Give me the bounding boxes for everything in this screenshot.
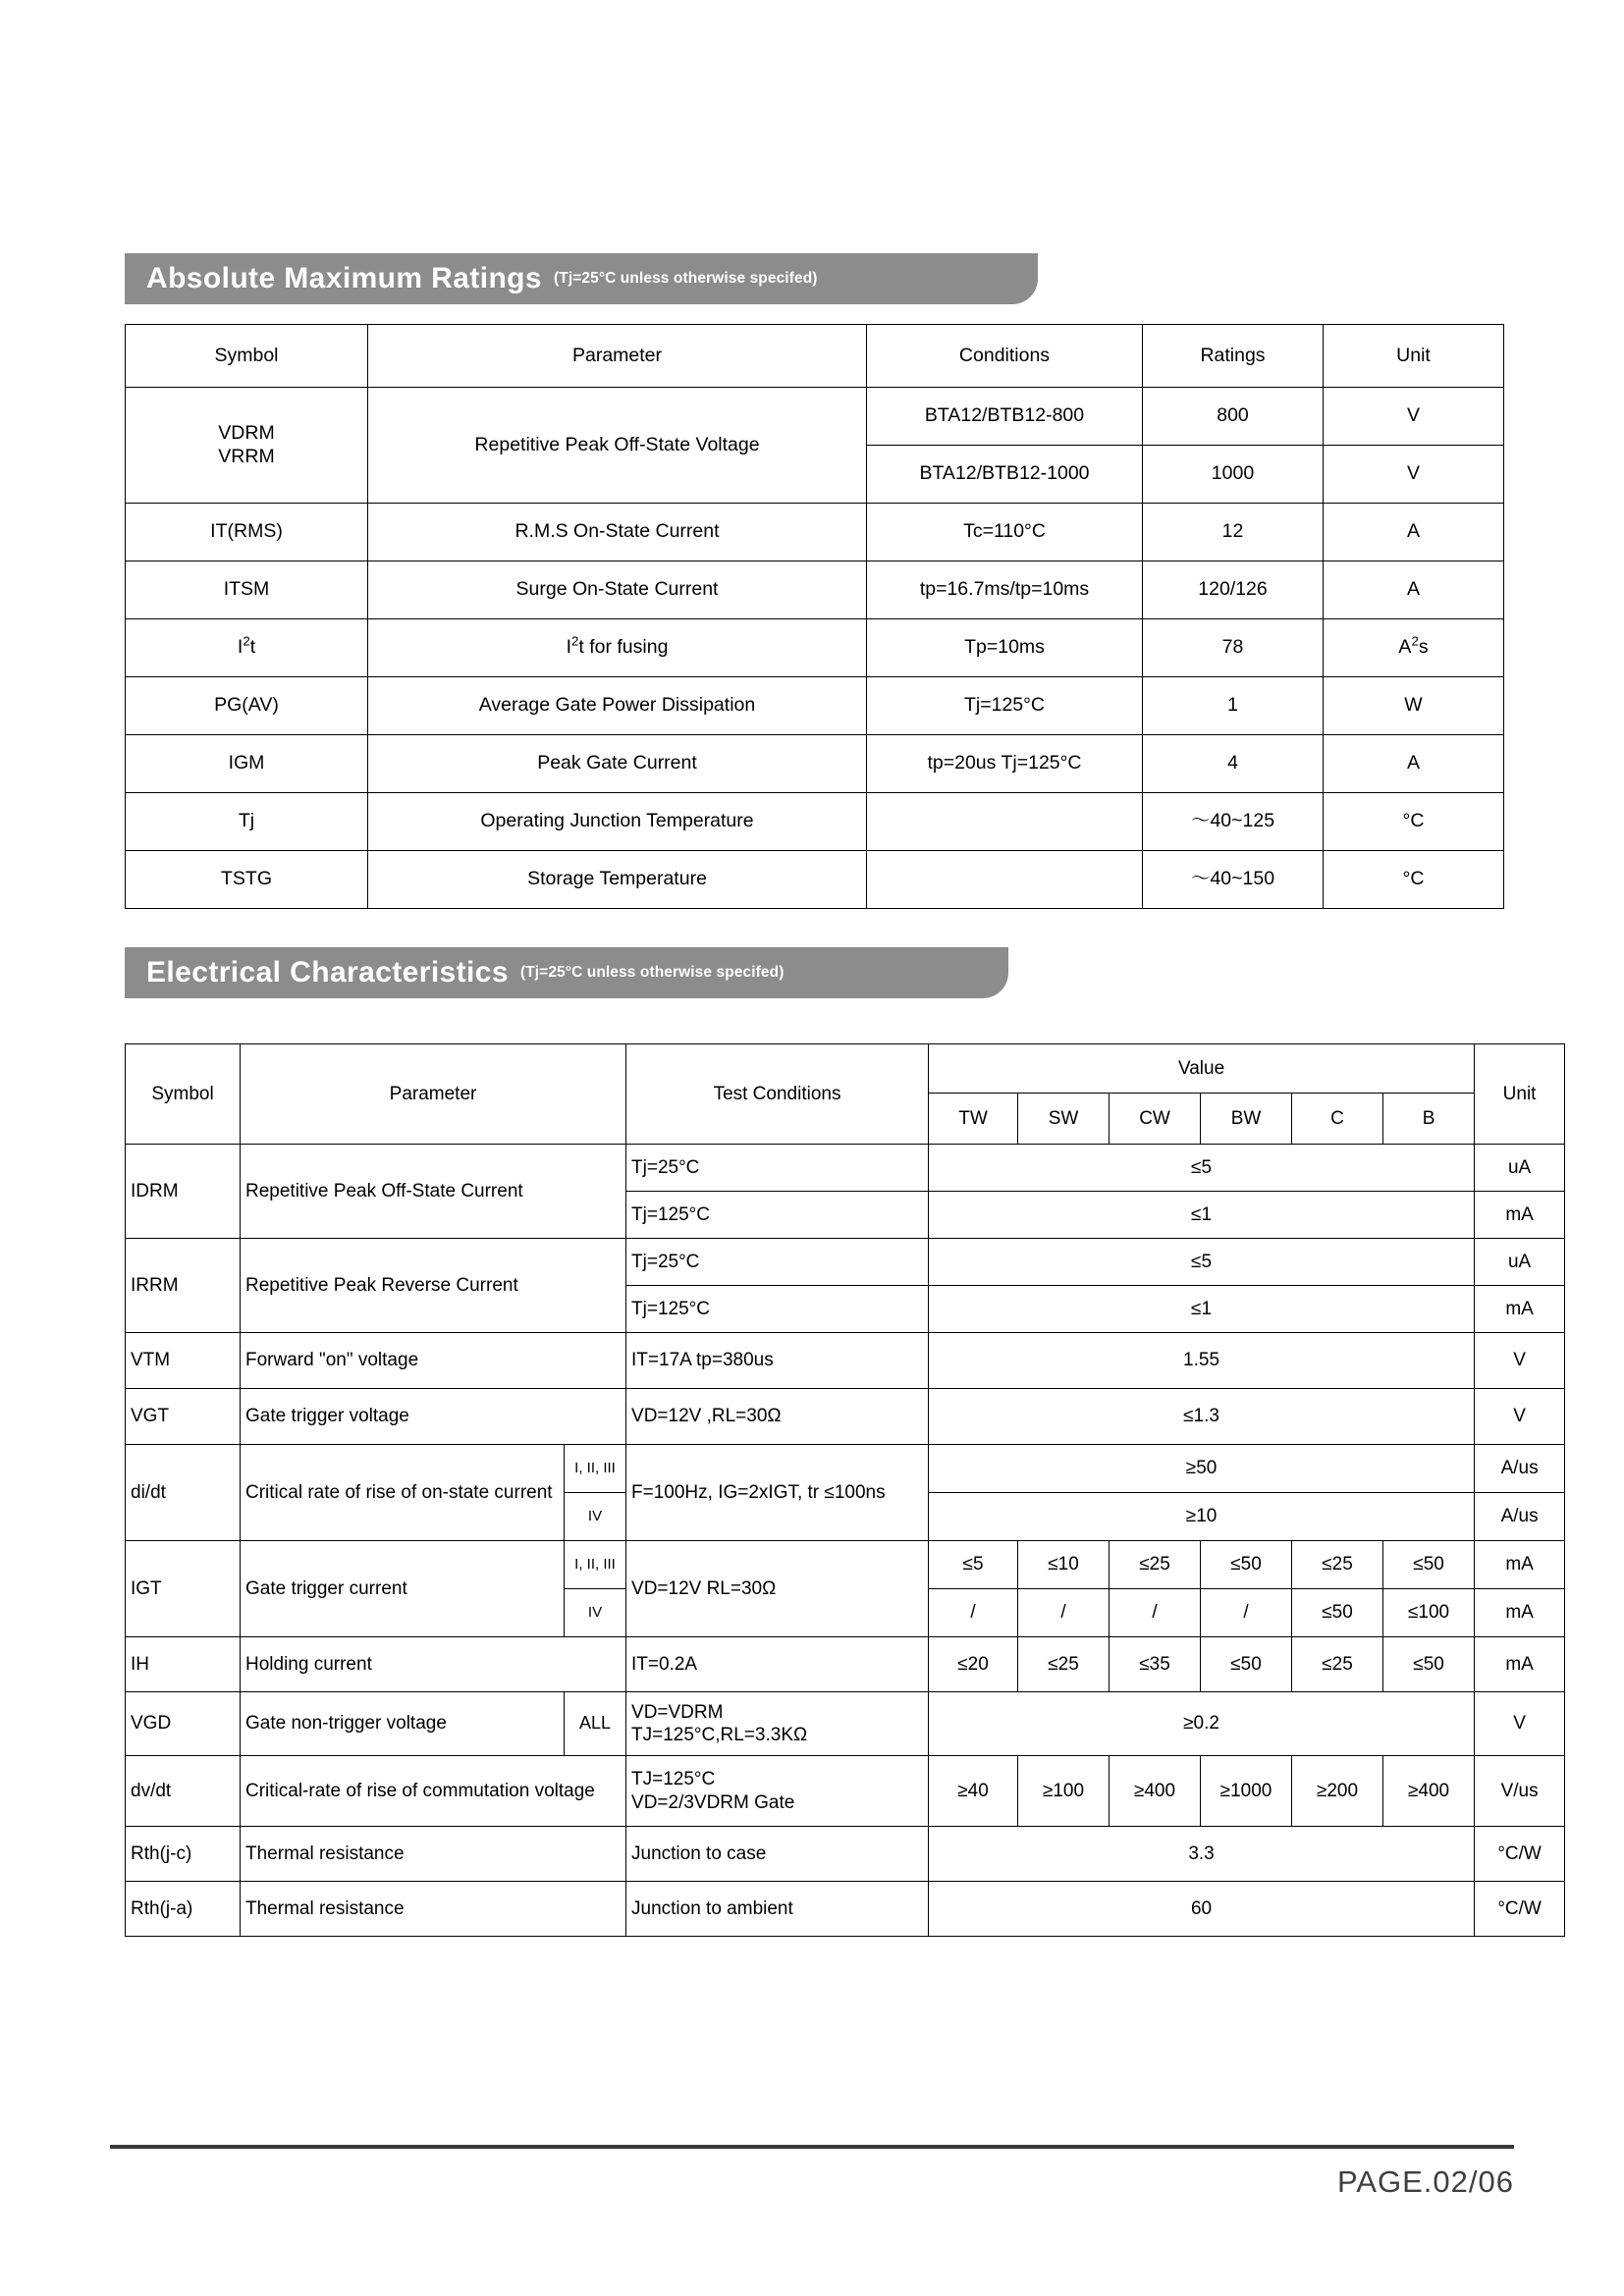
- column-header-symbol: Symbol: [126, 325, 368, 388]
- cell-ratings: 4: [1143, 735, 1324, 793]
- column-header-value-cw: CW: [1110, 1094, 1201, 1145]
- cell-parameter: Forward "on" voltage: [241, 1333, 626, 1389]
- cell-symbol: Tj: [126, 793, 368, 851]
- table-row: [126, 1239, 1565, 1286]
- cell-grade: I, II, III: [565, 1541, 626, 1589]
- cell-unit: V: [1475, 1692, 1565, 1756]
- table-row: [126, 1882, 1565, 1937]
- cell-value-span: ≤1.3: [929, 1389, 1475, 1445]
- cell-unit: mA: [1475, 1637, 1565, 1692]
- cell-conditions: Tp=10ms: [867, 619, 1143, 677]
- cell-symbol: IH: [126, 1637, 241, 1692]
- test-conditions-line-2: VD=2/3VDRM Gate: [631, 1791, 795, 1813]
- cell-test-conditions: Junction to ambient: [626, 1882, 929, 1937]
- cell-value-span: ≥0.2: [929, 1692, 1475, 1756]
- cell-value-span: ≥10: [929, 1493, 1475, 1541]
- section-banner-electrical-characteristics: [125, 947, 1008, 998]
- cell-value-sw: ≤25: [1018, 1637, 1110, 1692]
- cell-value-sw: ≥100: [1018, 1756, 1110, 1827]
- cell-symbol: IGM: [126, 735, 368, 793]
- cell-parameter: Repetitive Peak Off-State Current: [241, 1145, 626, 1239]
- cell-test-conditions: Tj=25°C: [626, 1145, 929, 1192]
- cell-value-tw: ≤5: [929, 1541, 1018, 1589]
- cell-unit: V/us: [1475, 1756, 1565, 1827]
- cell-ratings: 800: [1143, 388, 1324, 446]
- cell-unit: $A^2s$: [1324, 619, 1504, 677]
- table-row: [126, 677, 1504, 735]
- test-conditions-line-1: TJ=125°C: [631, 1769, 716, 1790]
- cell-unit: mA: [1475, 1541, 1565, 1589]
- cell-ratings: 〜40~150: [1143, 851, 1324, 909]
- cell-value-span: ≤5: [929, 1239, 1475, 1286]
- cell-value-span: ≤1: [929, 1192, 1475, 1239]
- cell-ratings: 1: [1143, 677, 1324, 735]
- cell-test-conditions: Tj=125°C: [626, 1192, 929, 1239]
- column-header-symbol: Symbol: [126, 1044, 241, 1145]
- column-header-value-sw: SW: [1018, 1094, 1110, 1145]
- cell-unit: °C/W: [1475, 1827, 1565, 1882]
- table-row: [126, 851, 1504, 909]
- table-row: [126, 1445, 1565, 1493]
- table-row: [126, 1756, 1565, 1827]
- column-header-conditions: Conditions: [867, 325, 1143, 388]
- cell-grade: IV: [565, 1493, 626, 1541]
- cell-parameter: Gate trigger current: [241, 1541, 565, 1637]
- table-row: [126, 388, 1504, 446]
- cell-test-conditions: VD=12V ,RL=30Ω: [626, 1389, 929, 1445]
- section-title: Electrical Characteristics: [146, 956, 509, 988]
- cell-value-cw: /: [1110, 1589, 1201, 1637]
- symbol-line-2: VRRM: [218, 445, 275, 467]
- cell-symbol: dv/dt: [126, 1756, 241, 1827]
- cell-parameter: Critical rate of rise of on-state current: [241, 1445, 565, 1541]
- table-row: [126, 735, 1504, 793]
- cell-symbol: IRRM: [126, 1239, 241, 1333]
- cell-parameter: Gate trigger voltage: [241, 1389, 626, 1445]
- cell-grade: I, II, III: [565, 1445, 626, 1493]
- cell-value-sw: ≤10: [1018, 1541, 1110, 1589]
- cell-unit: mA: [1475, 1192, 1565, 1239]
- cell-parameter: Peak Gate Current: [368, 735, 867, 793]
- table-row: [126, 619, 1504, 677]
- section-subtitle: (Tj=25°C unless otherwise specifed): [519, 964, 785, 981]
- cell-symbol: Rth(j-a): [126, 1882, 241, 1937]
- cell-symbol: Rth(j-c): [126, 1827, 241, 1882]
- cell-parameter: Average Gate Power Dissipation: [368, 677, 867, 735]
- absolute-maximum-ratings-table: [125, 324, 1504, 909]
- cell-unit: A/us: [1475, 1493, 1565, 1541]
- cell-conditions: tp=20us Tj=125°C: [867, 735, 1143, 793]
- section-banner-absolute-maximum-ratings: [125, 253, 1038, 304]
- cell-test-conditions: Junction to case: [626, 1827, 929, 1882]
- cell-conditions: [867, 851, 1143, 909]
- cell-unit: A: [1324, 504, 1504, 561]
- cell-symbol: PG(AV): [126, 677, 368, 735]
- cell-ratings: 120/126: [1143, 561, 1324, 619]
- footer-divider: [110, 2145, 1514, 2149]
- cell-unit: V: [1324, 446, 1504, 504]
- cell-symbol: [126, 388, 368, 504]
- cell-value-c: ≤25: [1292, 1541, 1383, 1589]
- cell-value-tw: ≤20: [929, 1637, 1018, 1692]
- cell-value-span: ≤1: [929, 1286, 1475, 1333]
- cell-parameter: Surge On-State Current: [368, 561, 867, 619]
- section-title: Absolute Maximum Ratings: [146, 262, 542, 294]
- column-header-unit: Unit: [1475, 1044, 1565, 1145]
- cell-value-tw: /: [929, 1589, 1018, 1637]
- cell-test-conditions: Tj=125°C: [626, 1286, 929, 1333]
- table-row: [126, 1389, 1565, 1445]
- cell-value-tw: ≥40: [929, 1756, 1018, 1827]
- column-header-value-b: B: [1383, 1094, 1475, 1145]
- cell-conditions: Tj=125°C: [867, 677, 1143, 735]
- table-row: [126, 1692, 1565, 1756]
- cell-value-c: ≥200: [1292, 1756, 1383, 1827]
- cell-test-conditions: VD=12V RL=30Ω: [626, 1541, 929, 1637]
- cell-unit: uA: [1475, 1239, 1565, 1286]
- cell-value-bw: ≤50: [1201, 1541, 1292, 1589]
- cell-value-cw: ≥400: [1110, 1756, 1201, 1827]
- cell-value-bw: /: [1201, 1589, 1292, 1637]
- cell-value-c: ≤50: [1292, 1589, 1383, 1637]
- cell-value-b: ≤100: [1383, 1589, 1475, 1637]
- cell-value-span: ≥50: [929, 1445, 1475, 1493]
- cell-value-span: ≤5: [929, 1145, 1475, 1192]
- column-header-ratings: Ratings: [1143, 325, 1324, 388]
- cell-unit: V: [1475, 1333, 1565, 1389]
- column-header-unit: Unit: [1324, 325, 1504, 388]
- column-header-value-c: C: [1292, 1094, 1383, 1145]
- cell-symbol: VGD: [126, 1692, 241, 1756]
- cell-test-conditions: F=100Hz, IG=2xIGT, tr ≤100ns: [626, 1445, 929, 1541]
- cell-parameter: Critical-rate of rise of commutation voltage: [241, 1756, 626, 1827]
- cell-parameter: Thermal resistance: [241, 1827, 626, 1882]
- cell-unit: V: [1324, 388, 1504, 446]
- cell-parameter: Gate non-trigger voltage: [241, 1692, 565, 1756]
- cell-parameter: $I^2t$ for fusing: [368, 619, 867, 677]
- cell-parameter: Storage Temperature: [368, 851, 867, 909]
- cell-parameter: R.M.S On-State Current: [368, 504, 867, 561]
- column-header-parameter: Parameter: [241, 1044, 626, 1145]
- cell-test-conditions: [626, 1692, 929, 1756]
- cell-conditions: BTA12/BTB12-800: [867, 388, 1143, 446]
- cell-value-cw: ≤25: [1110, 1541, 1201, 1589]
- cell-test-conditions: [626, 1756, 929, 1827]
- cell-unit: °C: [1324, 793, 1504, 851]
- test-conditions-line-1: VD=VDRM: [631, 1701, 724, 1723]
- test-conditions-line-2: TJ=125°C,RL=3.3KΩ: [631, 1725, 808, 1745]
- cell-symbol: IGT: [126, 1541, 241, 1637]
- column-header-value-tw: TW: [929, 1094, 1018, 1145]
- cell-unit: V: [1475, 1389, 1565, 1445]
- cell-unit: mA: [1475, 1286, 1565, 1333]
- cell-grade: ALL: [565, 1692, 626, 1756]
- column-header-value-bw: BW: [1201, 1094, 1292, 1145]
- cell-symbol: $I^2t$: [126, 619, 368, 677]
- cell-ratings: 12: [1143, 504, 1324, 561]
- cell-test-conditions: IT=0.2A: [626, 1637, 929, 1692]
- cell-test-conditions: IT=17A tp=380us: [626, 1333, 929, 1389]
- cell-conditions: Tc=110°C: [867, 504, 1143, 561]
- cell-symbol: VGT: [126, 1389, 241, 1445]
- cell-conditions: BTA12/BTB12-1000: [867, 446, 1143, 504]
- table-row: [126, 1827, 1565, 1882]
- cell-value-span: 3.3: [929, 1827, 1475, 1882]
- cell-parameter: Operating Junction Temperature: [368, 793, 867, 851]
- cell-unit: mA: [1475, 1589, 1565, 1637]
- cell-ratings: 〜40~125: [1143, 793, 1324, 851]
- cell-parameter: Repetitive Peak Off-State Voltage: [368, 388, 867, 504]
- table-row: [126, 561, 1504, 619]
- cell-parameter: Repetitive Peak Reverse Current: [241, 1239, 626, 1333]
- table-row: [126, 1145, 1565, 1192]
- cell-unit: °C/W: [1475, 1882, 1565, 1937]
- cell-value-span: 60: [929, 1882, 1475, 1937]
- cell-value-b: ≤50: [1383, 1541, 1475, 1589]
- cell-ratings: 1000: [1143, 446, 1324, 504]
- column-header-parameter: Parameter: [368, 325, 867, 388]
- cell-unit: uA: [1475, 1145, 1565, 1192]
- table-row: [126, 1541, 1565, 1589]
- cell-value-b: ≥400: [1383, 1756, 1475, 1827]
- cell-parameter: Thermal resistance: [241, 1882, 626, 1937]
- table-header-row: [126, 325, 1504, 388]
- page-number: PAGE.02/06: [1336, 2164, 1514, 2199]
- cell-parameter: Holding current: [241, 1637, 626, 1692]
- table-header-row: [126, 1044, 1565, 1094]
- cell-value-sw: /: [1018, 1589, 1110, 1637]
- cell-value-cw: ≤35: [1110, 1637, 1201, 1692]
- table-row: [126, 793, 1504, 851]
- cell-value-span: 1.55: [929, 1333, 1475, 1389]
- table-row: [126, 1333, 1565, 1389]
- cell-symbol: IDRM: [126, 1145, 241, 1239]
- cell-symbol: TSTG: [126, 851, 368, 909]
- cell-symbol: di/dt: [126, 1445, 241, 1541]
- cell-unit: °C: [1324, 851, 1504, 909]
- section-subtitle: (Tj=25°C unless otherwise specifed): [553, 270, 818, 287]
- cell-ratings: 78: [1143, 619, 1324, 677]
- column-header-test-conditions: Test Conditions: [626, 1044, 929, 1145]
- cell-unit: A: [1324, 561, 1504, 619]
- table-row: [126, 504, 1504, 561]
- cell-value-bw: ≤50: [1201, 1637, 1292, 1692]
- cell-conditions: [867, 793, 1143, 851]
- cell-symbol: ITSM: [126, 561, 368, 619]
- cell-test-conditions: Tj=25°C: [626, 1239, 929, 1286]
- column-header-value: Value: [929, 1044, 1475, 1094]
- symbol-line-1: VDRM: [218, 421, 275, 444]
- electrical-characteristics-table: [125, 1043, 1565, 1937]
- cell-unit: A/us: [1475, 1445, 1565, 1493]
- cell-value-c: ≤25: [1292, 1637, 1383, 1692]
- cell-unit: A: [1324, 735, 1504, 793]
- cell-conditions: tp=16.7ms/tp=10ms: [867, 561, 1143, 619]
- cell-value-bw: ≥1000: [1201, 1756, 1292, 1827]
- cell-symbol: IT(RMS): [126, 504, 368, 561]
- cell-value-b: ≤50: [1383, 1637, 1475, 1692]
- table-row: [126, 1637, 1565, 1692]
- cell-grade: IV: [565, 1589, 626, 1637]
- cell-symbol: VTM: [126, 1333, 241, 1389]
- cell-unit: W: [1324, 677, 1504, 735]
